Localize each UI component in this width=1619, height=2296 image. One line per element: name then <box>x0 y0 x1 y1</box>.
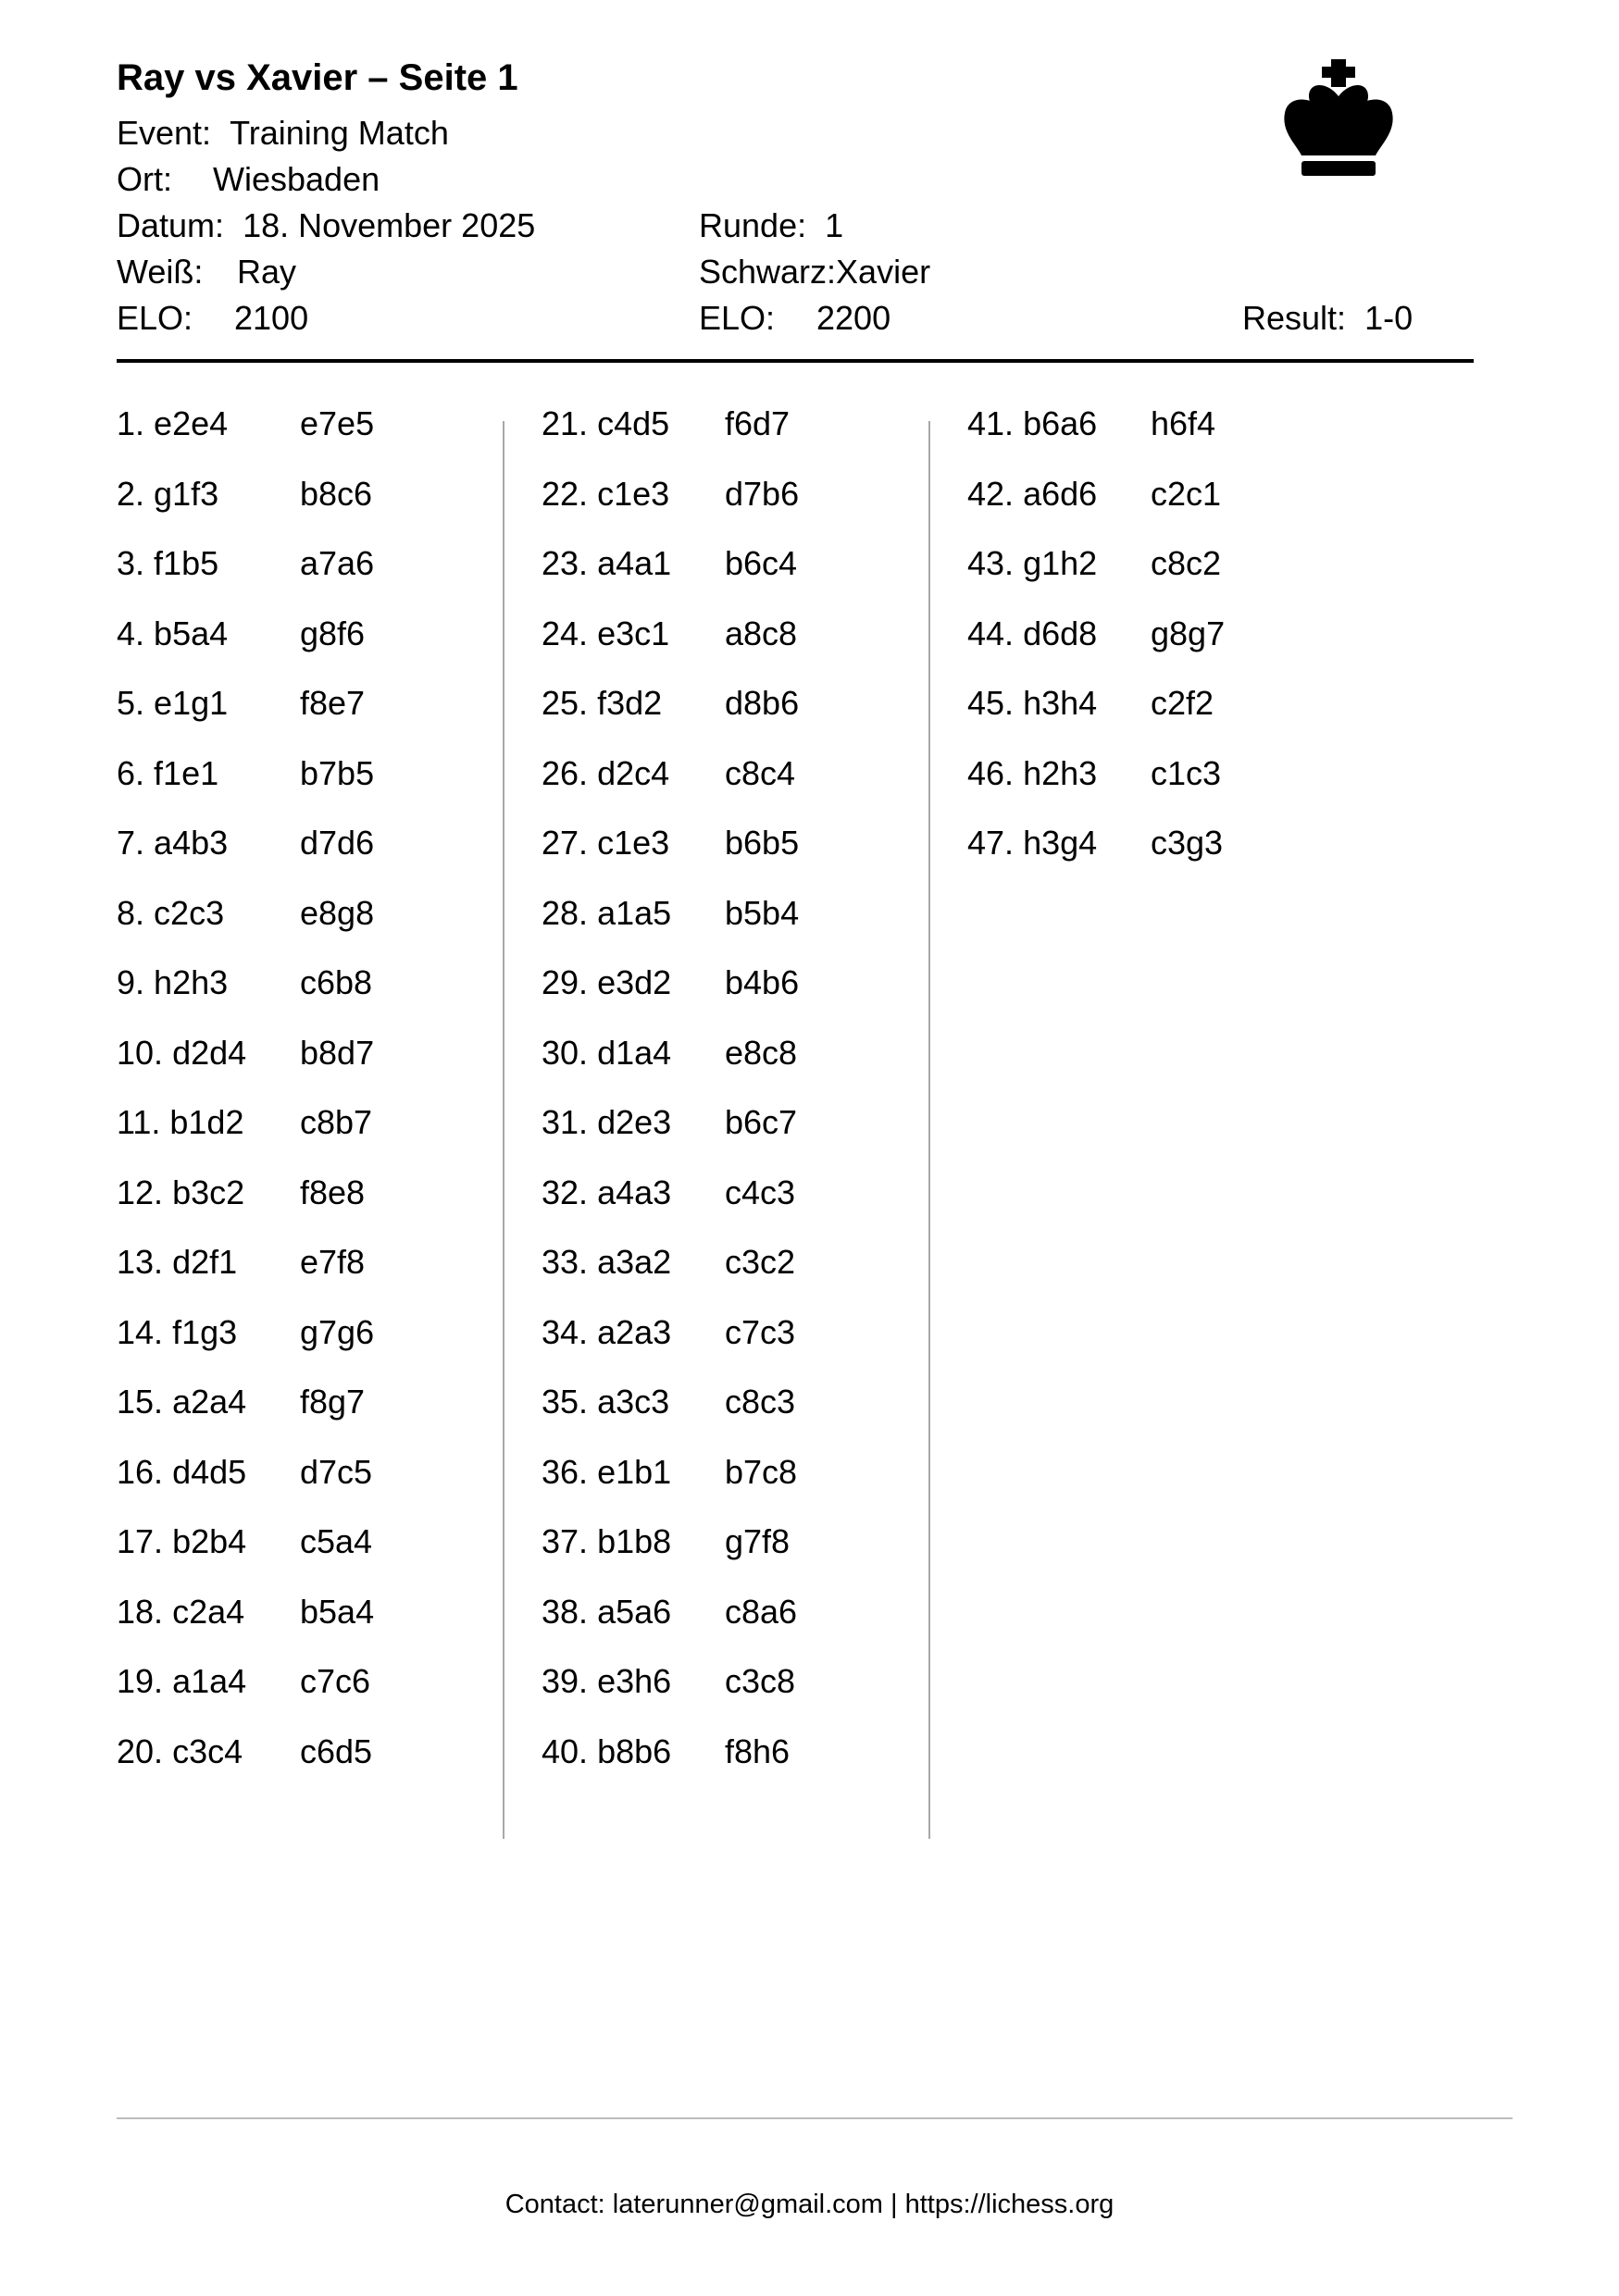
result-label: Result: <box>1242 299 1347 337</box>
move-number: 25. <box>542 684 589 722</box>
move-number: 20. <box>117 1731 164 1770</box>
white-elo-value: 2100 <box>234 299 309 337</box>
white-move <box>542 1731 672 1770</box>
move-number: 26. <box>542 753 589 792</box>
move-number: 13. <box>117 1243 164 1281</box>
white-move-text: b1b8 <box>597 1522 672 1560</box>
white-move <box>967 404 1098 442</box>
white-move <box>117 1173 245 1211</box>
white-move <box>967 614 1098 652</box>
event-label: Event: <box>117 114 212 152</box>
white-move <box>117 1592 245 1631</box>
move-number: 11. <box>117 1103 161 1141</box>
result-row <box>1242 299 1414 337</box>
white-elo-label: ELO: <box>117 299 193 337</box>
move-number: 39. <box>542 1662 589 1700</box>
round-value: 1 <box>825 206 844 244</box>
white-elo-row <box>117 299 309 337</box>
white-move-text: a2a4 <box>172 1383 247 1421</box>
white-move <box>117 404 229 442</box>
white-move <box>117 753 219 792</box>
move-number: 23. <box>542 544 589 582</box>
move-number: 28. <box>542 893 589 932</box>
white-move <box>117 1522 247 1560</box>
footer-divider <box>117 2117 1513 2119</box>
black-move: c3c8 <box>725 1662 796 1700</box>
white-move-text: e3h6 <box>597 1662 672 1700</box>
black-move: c6b8 <box>300 963 373 1001</box>
move-number: 12. <box>117 1173 164 1211</box>
white-move-text: f3d2 <box>597 684 663 722</box>
chess-king-icon <box>1281 59 1396 178</box>
white-move-text: a3c3 <box>597 1383 670 1421</box>
black-move: b8d7 <box>300 1033 375 1072</box>
column-divider-1 <box>503 421 504 1839</box>
move-number: 5. <box>117 684 145 722</box>
date-row <box>117 206 536 244</box>
black-move: e7e5 <box>300 404 375 442</box>
move-number: 31. <box>542 1103 589 1141</box>
move-number: 38. <box>542 1592 589 1631</box>
move-number: 40. <box>542 1731 589 1770</box>
white-move <box>542 1522 672 1560</box>
white-move-text: c2c3 <box>154 893 225 932</box>
black-move: d7d6 <box>300 824 375 862</box>
white-move-text: b3c2 <box>172 1173 245 1211</box>
white-move <box>117 1662 247 1700</box>
white-move <box>542 753 670 792</box>
white-move <box>542 1452 672 1491</box>
move-number: 16. <box>117 1452 164 1491</box>
black-move: a7a6 <box>300 544 375 582</box>
page-title: Ray vs Xavier – Seite 1 <box>117 57 518 98</box>
white-move-text: h2h3 <box>154 963 229 1001</box>
black-move: b5a4 <box>300 1592 375 1631</box>
move-number: 29. <box>542 963 589 1001</box>
move-number: 44. <box>967 614 1015 652</box>
white-move <box>542 826 669 860</box>
move-number: 10. <box>117 1033 164 1072</box>
white-move <box>967 474 1098 513</box>
white-move <box>542 1243 672 1281</box>
black-move: c1c3 <box>1151 753 1222 792</box>
move-number: 34. <box>542 1312 589 1351</box>
black-elo-label: ELO: <box>699 299 776 337</box>
white-move <box>967 684 1098 722</box>
move-number: 35. <box>542 1383 589 1421</box>
move-number: 33. <box>542 1243 589 1281</box>
black-elo-value: 2200 <box>816 299 891 337</box>
move-number: 7. <box>117 824 145 862</box>
move-number: 18. <box>117 1592 164 1631</box>
location-label: Ort: <box>117 160 172 198</box>
white-move <box>542 474 670 513</box>
move-number: 27. <box>542 824 589 862</box>
move-number: 9. <box>117 963 145 1001</box>
move-number: 1. <box>117 404 145 442</box>
white-move-text: f1b5 <box>154 544 219 582</box>
white-move <box>117 1731 243 1770</box>
white-move-text: d6d8 <box>1023 614 1098 652</box>
white-move <box>542 544 672 582</box>
white-move-text: c3c4 <box>172 1731 243 1770</box>
move-number: 8. <box>117 893 145 932</box>
black-move: d7b6 <box>725 474 800 513</box>
black-move: c8b7 <box>300 1103 373 1141</box>
black-move: b8c6 <box>300 474 373 513</box>
black-move: b7b5 <box>300 753 375 792</box>
black-move: c6d5 <box>300 1731 373 1770</box>
white-player-label: Weiß: <box>117 253 204 291</box>
header-divider <box>117 359 1474 363</box>
black-move: d7c5 <box>300 1452 373 1491</box>
black-player-value: Xavier <box>836 253 931 291</box>
white-player-value: Ray <box>237 253 297 291</box>
white-move-text: d4d5 <box>172 1452 247 1491</box>
white-move-text: d2d4 <box>172 1033 247 1072</box>
black-move: c5a4 <box>300 1522 373 1560</box>
black-move: c7c6 <box>300 1662 371 1700</box>
move-number: 36. <box>542 1452 589 1491</box>
white-move-text: b8b6 <box>597 1731 672 1770</box>
white-move <box>117 963 229 1001</box>
black-move: g7f8 <box>725 1522 791 1560</box>
black-move: a8c8 <box>725 614 798 652</box>
white-move-text: c4d5 <box>597 404 670 442</box>
white-move-text: c1e3 <box>597 474 670 513</box>
white-move <box>542 404 670 442</box>
white-move <box>542 1033 672 1072</box>
move-number: 46. <box>967 753 1015 792</box>
white-move-text: h3g4 <box>1023 824 1098 862</box>
white-move-text: a5a6 <box>597 1592 672 1631</box>
white-move-text: d1a4 <box>597 1033 672 1072</box>
white-move <box>967 826 1097 860</box>
white-move-text: a4b3 <box>154 824 229 862</box>
white-move-text: e3d2 <box>597 963 672 1001</box>
black-move: b6b5 <box>725 824 800 862</box>
white-move <box>542 614 670 652</box>
black-move: c2f2 <box>1151 684 1214 722</box>
white-move-text: h3h4 <box>1023 684 1098 722</box>
white-move <box>117 1452 247 1491</box>
white-move-text: a3a2 <box>597 1243 672 1281</box>
white-move <box>542 1592 672 1631</box>
white-move-text: e1g1 <box>154 684 229 722</box>
white-move <box>542 684 663 722</box>
white-move-text: b5a4 <box>154 614 229 652</box>
black-move: g8g7 <box>1151 614 1226 652</box>
white-move-text: a6d6 <box>1023 474 1098 513</box>
black-move: e7f8 <box>300 1243 366 1281</box>
date-label: Datum: <box>117 206 225 244</box>
white-move-text: e3c1 <box>597 614 670 652</box>
white-move-text: b1d2 <box>169 1103 244 1141</box>
white-move <box>542 893 672 932</box>
white-move-text: b2b4 <box>172 1522 247 1560</box>
black-move: e8g8 <box>300 893 375 932</box>
white-move-text: e2e4 <box>154 404 229 442</box>
white-move-text: a4a1 <box>597 544 672 582</box>
move-number: 45. <box>967 684 1015 722</box>
move-number: 22. <box>542 474 589 513</box>
white-move <box>117 1243 238 1281</box>
black-player-row <box>699 255 930 289</box>
white-move-text: a2a3 <box>597 1312 672 1351</box>
location-row <box>117 160 380 198</box>
black-move: g8f6 <box>300 614 366 652</box>
black-move: f8e7 <box>300 684 366 722</box>
white-move <box>542 1385 669 1419</box>
black-move: b5b4 <box>725 893 800 932</box>
white-move <box>117 1103 244 1141</box>
black-move: c3g3 <box>1151 824 1224 862</box>
black-move: c2c1 <box>1151 474 1222 513</box>
black-move: b7c8 <box>725 1452 798 1491</box>
white-move <box>117 1312 238 1351</box>
white-move <box>117 474 219 513</box>
footer-contact: Contact: laterunner@gmail.com | https://lichess.org <box>504 2190 1115 2219</box>
move-number: 14. <box>117 1312 164 1351</box>
round-label: Runde: <box>699 206 807 244</box>
black-move: f8g7 <box>300 1383 366 1421</box>
black-move: d8b6 <box>725 684 800 722</box>
white-move-text: a1a5 <box>597 893 672 932</box>
move-number: 4. <box>117 614 145 652</box>
white-move-text: d2f1 <box>172 1243 238 1281</box>
black-move: f6d7 <box>725 404 791 442</box>
white-move-text: c2a4 <box>172 1592 245 1631</box>
white-move-text: a4a3 <box>597 1173 672 1211</box>
black-move: c8a6 <box>725 1592 798 1631</box>
white-move <box>117 1385 246 1419</box>
white-move-text: g1h2 <box>1023 544 1098 582</box>
black-move: b4b6 <box>725 963 800 1001</box>
black-move: c3c2 <box>725 1243 796 1281</box>
black-elo-row <box>699 299 891 337</box>
black-move: c8c4 <box>725 753 796 792</box>
white-move <box>542 1103 672 1141</box>
black-move: c4c3 <box>725 1173 796 1211</box>
black-move: h6f4 <box>1151 404 1216 442</box>
black-move: f8h6 <box>725 1731 791 1770</box>
white-move <box>117 614 229 652</box>
white-move-text: a1a4 <box>172 1662 247 1700</box>
column-divider-2 <box>928 421 930 1839</box>
white-move-text: c1e3 <box>597 824 670 862</box>
move-number: 3. <box>117 544 145 582</box>
white-move-text: b6a6 <box>1023 404 1098 442</box>
black-move: c7c3 <box>725 1312 796 1351</box>
white-move <box>117 684 229 722</box>
white-move <box>117 826 228 860</box>
white-player-row <box>117 255 296 289</box>
white-move <box>967 753 1098 792</box>
black-move: f8e8 <box>300 1173 366 1211</box>
location-value: Wiesbaden <box>213 160 380 198</box>
move-number: 19. <box>117 1662 164 1700</box>
white-move <box>542 963 672 1001</box>
move-number: 43. <box>967 544 1015 582</box>
white-move <box>117 893 225 932</box>
black-move: g7g6 <box>300 1312 375 1351</box>
white-move-text: f1e1 <box>154 753 219 792</box>
black-move: c8c2 <box>1151 544 1222 582</box>
move-number: 24. <box>542 614 589 652</box>
black-move: e8c8 <box>725 1033 798 1072</box>
black-move: b6c7 <box>725 1103 798 1141</box>
white-move-text: g1f3 <box>154 474 219 513</box>
white-move <box>542 1662 672 1700</box>
white-move-text: f1g3 <box>172 1312 238 1351</box>
move-number: 47. <box>967 824 1015 862</box>
round-row <box>699 206 844 244</box>
white-move-text: d2e3 <box>597 1103 672 1141</box>
black-move: b6c4 <box>725 544 798 582</box>
move-number: 21. <box>542 404 589 442</box>
result-value: 1-0 <box>1364 299 1414 337</box>
move-number: 37. <box>542 1522 589 1560</box>
white-move <box>542 1173 672 1211</box>
move-number: 6. <box>117 753 145 792</box>
move-number: 42. <box>967 474 1015 513</box>
black-player-label: Schwarz: <box>699 253 837 291</box>
move-number: 32. <box>542 1173 589 1211</box>
white-move <box>117 544 219 582</box>
white-move-text: d2c4 <box>597 753 670 792</box>
move-number: 30. <box>542 1033 589 1072</box>
white-move <box>117 1033 247 1072</box>
move-number: 2. <box>117 474 145 513</box>
white-move-text: h2h3 <box>1023 753 1098 792</box>
move-number: 15. <box>117 1383 164 1421</box>
black-move: c8c3 <box>725 1383 796 1421</box>
white-move-text: e1b1 <box>597 1452 672 1491</box>
event-row <box>117 114 449 152</box>
date-value: 18. November 2025 <box>243 206 536 244</box>
move-number: 17. <box>117 1522 164 1560</box>
event-value: Training Match <box>230 114 449 152</box>
white-move <box>967 544 1098 582</box>
white-move <box>542 1312 672 1351</box>
move-number: 41. <box>967 404 1015 442</box>
